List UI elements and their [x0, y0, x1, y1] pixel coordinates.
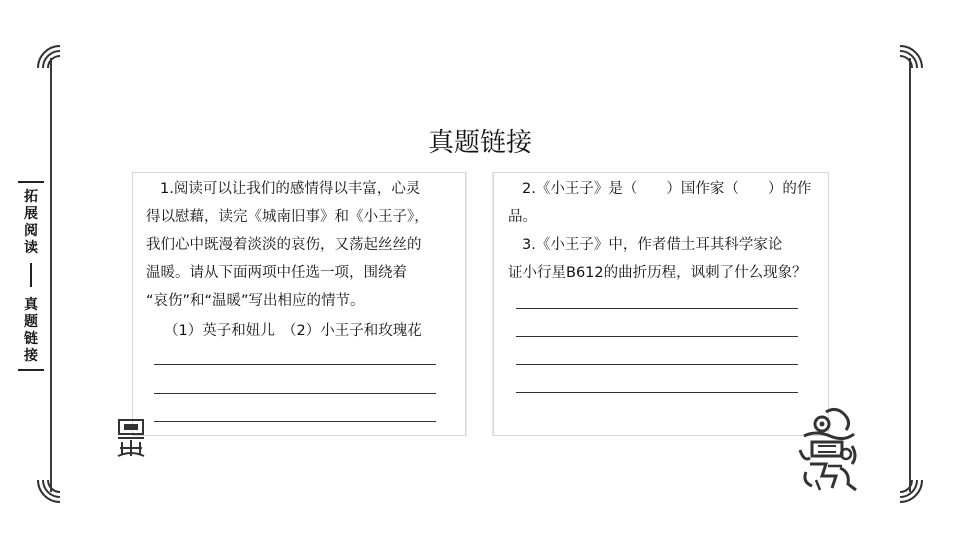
side-tab-label-bottom: 真题链接: [24, 297, 38, 364]
left-frame-line: [50, 58, 52, 492]
question-1-text: [146, 175, 464, 315]
question-2-line-2: 品。: [508, 209, 537, 225]
answer-line[interactable]: [516, 364, 798, 365]
question-1-line: “哀伤”和“温暖”写出相应的情节。: [146, 293, 365, 309]
panel-gap: [466, 172, 493, 436]
side-tab-divider: [30, 263, 32, 287]
question-1-line: 我们心中既漫着淡淡的哀伤，又荡起丝丝的: [146, 237, 422, 253]
answer-line[interactable]: [154, 421, 436, 422]
answer-line[interactable]: [154, 364, 436, 365]
right-frame-line: [909, 58, 911, 492]
corner-ornament-icon: [898, 478, 924, 504]
corner-ornament-icon: [36, 44, 62, 70]
seal-ornament-icon: [116, 418, 146, 458]
totem-ornament-icon: [796, 406, 862, 492]
question-3-line-2: 证小行星B612的曲折历程，讽刺了什么现象？: [508, 265, 807, 281]
question-1-line: 1.阅读可以让我们的感情得以丰富，心灵: [160, 181, 421, 197]
answer-line[interactable]: [154, 393, 436, 394]
question-1-line: 温暖。请从下面两项中任选一项，围绕着: [146, 265, 407, 281]
answer-line[interactable]: [516, 308, 798, 309]
page-title: 真题链接: [427, 128, 532, 158]
corner-ornament-icon: [36, 478, 62, 504]
answer-line[interactable]: [516, 336, 798, 337]
question-2-line-1: 2.《小王子》是（ ）国作家（ ）的作: [522, 181, 812, 197]
corner-ornament-icon: [898, 44, 924, 70]
side-tab-label-top: 拓展阅读: [24, 189, 38, 256]
question-1-line: 得以慰藉，读完《城南旧事》和《小王子》，: [146, 209, 429, 225]
answer-line[interactable]: [516, 392, 798, 393]
question-3-line-1: 3.《小王子》中，作者借土耳其科学家论: [522, 237, 783, 253]
side-tab: [18, 181, 44, 371]
right-question-panel: [493, 172, 829, 436]
question-1-options: （1）英子和妞儿 （2）小王子和玫瑰花: [164, 323, 422, 339]
